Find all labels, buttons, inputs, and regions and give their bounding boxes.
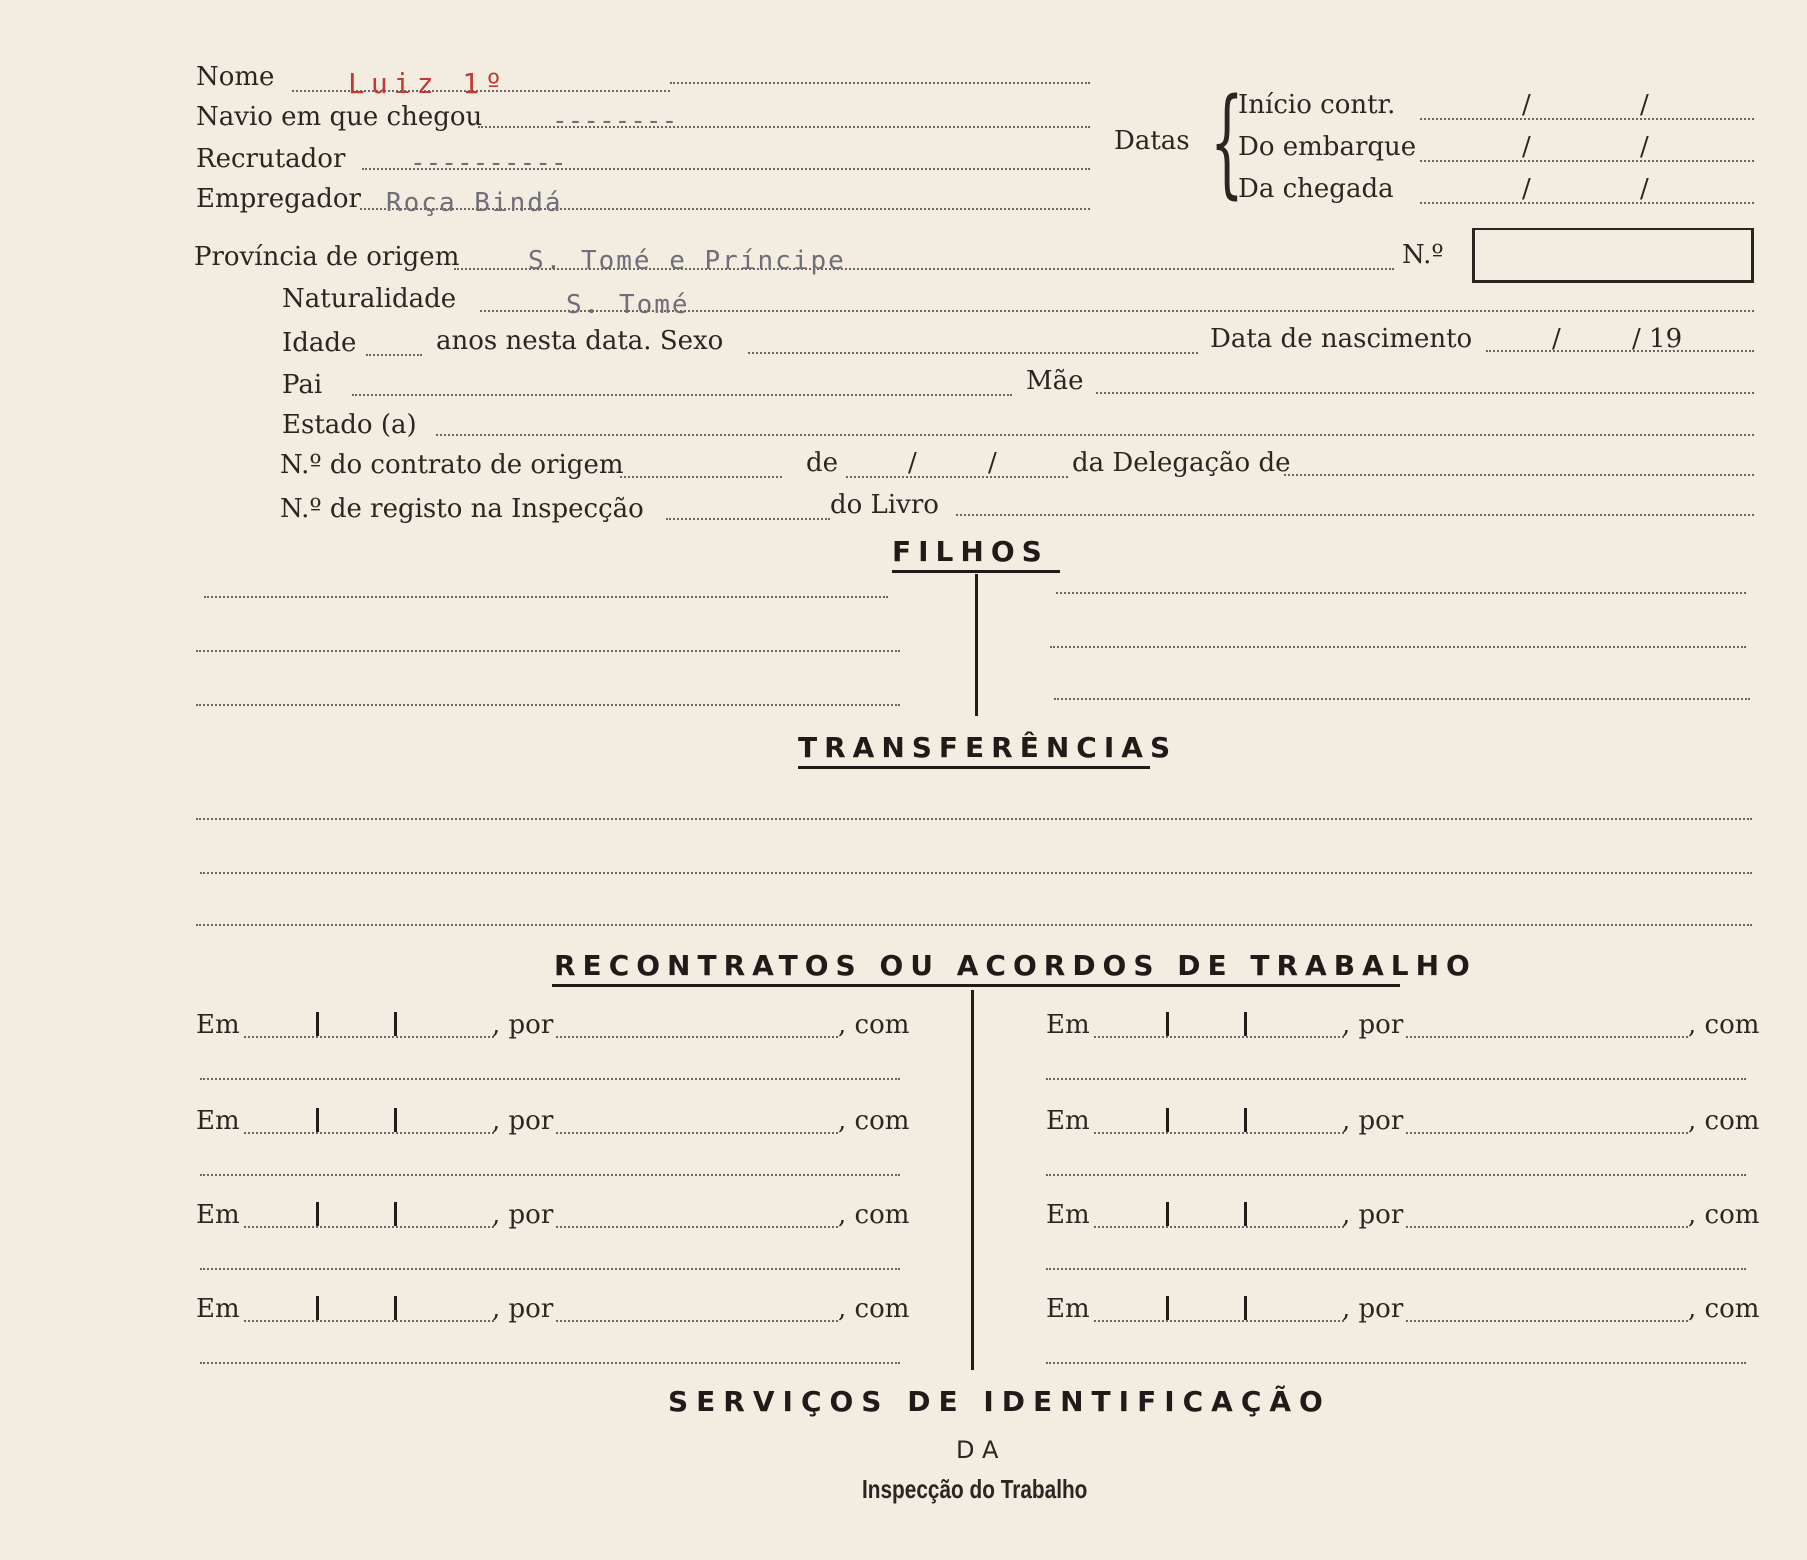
naturalidade-value: S. Tomé [566,290,690,320]
recontrato-next-line [1046,1268,1746,1270]
recontrato-em-label: Em [196,1010,240,1040]
filhos-underline [892,570,1060,573]
embarque-slash-2: / [1640,132,1649,162]
recontrato-por-line [1406,1320,1688,1322]
recontrato-em-label: Em [1046,1010,1090,1040]
filhos-line-l3 [196,704,900,706]
livro-label: do Livro [830,490,939,520]
recontrato-com-label: , com [838,1106,910,1136]
recontrato-por-label: , por [492,1106,554,1136]
recontrato-por-line [556,1226,838,1228]
recontrato-em-label: Em [1046,1200,1090,1230]
footer-title: SERVIÇOS DE IDENTIFICAÇÃO [668,1385,1331,1418]
recontrato-em-label: Em [1046,1294,1090,1324]
embarque-label: Do embarque [1238,132,1417,162]
recontratos-heading: RECONTRATOS OU ACORDOS DE TRABALHO [554,949,1477,982]
inicio-slash-1: / [1522,90,1531,120]
numero-box [1472,228,1754,283]
recontrato-next-line [200,1268,900,1270]
recontrato-por-label: , por [492,1294,554,1324]
contrato-label: N.º do contrato de origem [280,450,624,480]
filhos-line-l2 [196,650,900,652]
recontrato-date-bar [1166,1202,1169,1226]
recrutador-value: ---------- [410,148,567,178]
de-slash-2: / [988,448,997,478]
recontrato-por-line [1406,1132,1688,1134]
recontrato-next-line [200,1078,900,1080]
chegada-label: Da chegada [1238,174,1394,204]
recontrato-next-line [200,1362,900,1364]
sexo-line [748,352,1198,354]
recontrato-next-line [1046,1174,1746,1176]
anos-sexo-label: anos nesta data. Sexo [436,326,724,356]
recontrato-por-label: , por [1342,1294,1404,1324]
footer-inspeccao: Inspecção do Trabalho [862,1474,1088,1504]
recontrato-por-label: , por [1342,1106,1404,1136]
recontratos-underline [552,984,1400,987]
recontrato-por-label: , por [1342,1200,1404,1230]
pai-line [352,394,1012,396]
estado-line [436,434,1754,436]
recontrato-next-line [1046,1078,1746,1080]
filhos-line-r1 [1056,592,1746,594]
inicio-label: Início contr. [1238,90,1396,120]
recontrato-em-label: Em [196,1200,240,1230]
filhos-divider [975,574,978,716]
filhos-heading: FILHOS [892,535,1049,568]
recontrato-com-label: , com [1688,1010,1760,1040]
recontrato-em-label: Em [196,1294,240,1324]
footer-da: DA [956,1436,1007,1464]
filhos-line-r3 [1054,698,1750,700]
de-label: de [806,448,839,478]
recontrato-com-label: , com [1688,1106,1760,1136]
recontrato-por-label: , por [1342,1010,1404,1040]
transferencias-line-2 [200,872,1752,874]
de-slash-1: / [908,448,917,478]
recontrato-date-bar [394,1296,397,1320]
empregador-label: Empregador [196,184,361,214]
transferencias-line-1 [196,818,1752,820]
recontrato-next-line [200,1174,900,1176]
recontrato-date-line [244,1320,494,1322]
recontrato-com-label: , com [838,1294,910,1324]
recontrato-date-line [1094,1226,1344,1228]
recontrato-date-bar [1244,1202,1247,1226]
nome-line-2 [670,82,1090,84]
delegacao-label: da Delegação de [1072,448,1291,478]
idade-label: Idade [282,328,357,358]
recontrato-com-label: , com [1688,1294,1760,1324]
recrutador-label: Recrutador [196,144,346,174]
recontrato-com-label: , com [1688,1200,1760,1230]
recontrato-com-label: , com [838,1010,910,1040]
transferencias-line-3 [196,924,1752,926]
nascimento-line [1486,350,1754,352]
numero-label: N.º [1402,240,1444,270]
idade-line [366,354,422,356]
embarque-line [1420,160,1754,162]
recontrato-date-line [1094,1132,1344,1134]
chegada-slash-1: / [1522,174,1531,204]
empregador-value: Roça Bindá [386,188,563,218]
filhos-line-r2 [1050,646,1746,648]
datas-brace: { [1210,72,1244,210]
nome-value: Luiz 1º [348,67,509,100]
recontrato-date-line [1094,1036,1344,1038]
contrato-line [620,476,782,478]
recontrato-com-label: , com [838,1200,910,1230]
naturalidade-label: Naturalidade [282,284,457,314]
recontrato-date-bar [1166,1012,1169,1036]
chegada-slash-2: / [1640,174,1649,204]
recontratos-divider [971,990,974,1370]
transferencias-heading: TRANSFERÊNCIAS [798,731,1178,764]
recontrato-por-line [556,1132,838,1134]
recontrato-next-line [1046,1362,1746,1364]
recontrato-date-bar [316,1296,319,1320]
chegada-line [1420,202,1754,204]
nascimento-year: / 19 [1632,324,1683,354]
datas-label: Datas [1114,126,1190,156]
de-date-line [846,476,1068,478]
nome-label: Nome [196,62,275,92]
recontrato-date-bar [1166,1108,1169,1132]
registo-line [666,518,830,520]
registo-label: N.º de registo na Inspecção [280,494,644,524]
nascimento-slash: / [1552,324,1561,354]
recontrato-date-bar [394,1202,397,1226]
pai-label: Pai [282,370,323,400]
recontrato-por-line [556,1320,838,1322]
provincia-value: S. Tomé e Príncipe [528,246,846,276]
embarque-slash-1: / [1522,132,1531,162]
mae-line [1096,392,1754,394]
estado-label: Estado (a) [282,410,417,440]
recontrato-date-bar [1244,1296,1247,1320]
mae-label: Mãe [1026,366,1084,396]
recontrato-date-line [244,1036,494,1038]
recontrato-por-line [556,1036,838,1038]
recontrato-por-label: , por [492,1200,554,1230]
recontrato-por-label: , por [492,1010,554,1040]
recontrato-date-bar [316,1108,319,1132]
nascimento-label: Data de nascimento [1210,324,1473,354]
recontrato-date-bar [394,1108,397,1132]
recontrato-em-label: Em [1046,1106,1090,1136]
recontrato-date-bar [1166,1296,1169,1320]
recontrato-date-bar [1244,1012,1247,1036]
navio-label: Navio em que chegou [196,102,483,132]
inicio-slash-2: / [1640,90,1649,120]
navio-value: -------- [552,106,678,136]
recontrato-date-bar [1244,1108,1247,1132]
livro-line [956,514,1754,516]
recontrato-em-label: Em [196,1106,240,1136]
recontrato-date-bar [394,1012,397,1036]
provincia-label: Província de origem [194,242,460,272]
recontrato-date-line [244,1132,494,1134]
recontrato-por-line [1406,1036,1688,1038]
recontrato-date-bar [316,1012,319,1036]
recontrato-date-line [1094,1320,1344,1322]
recontrato-por-line [1406,1226,1688,1228]
transferencias-underline [798,766,1150,769]
recontrato-date-line [244,1226,494,1228]
filhos-line-l1 [204,596,888,598]
recontrato-date-bar [316,1202,319,1226]
delegacao-line [1284,474,1754,476]
inicio-line [1420,118,1754,120]
